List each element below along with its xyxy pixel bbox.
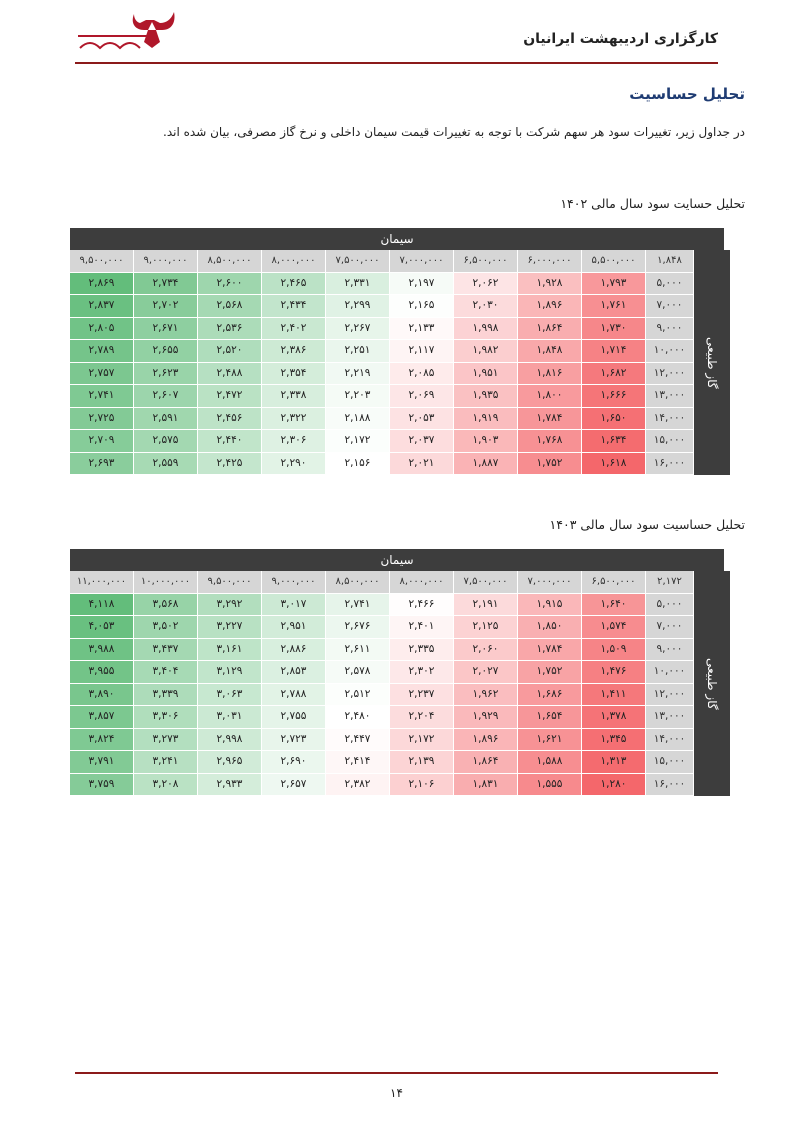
eps-cell: ۲,۶۷۱ (134, 318, 197, 340)
row-header: ۱۳,۰۰۰ (646, 385, 693, 407)
eps-cell: ۲,۴۳۴ (262, 295, 325, 317)
eps-cell: ۱,۸۶۴ (454, 751, 517, 773)
eps-cell: ۱,۹۵۱ (454, 363, 517, 385)
eps-cell: ۲,۰۲۷ (454, 661, 517, 683)
eps-cell: ۲,۱۶۵ (390, 295, 453, 317)
table-row (70, 661, 694, 684)
eps-cell: ۱,۷۵۲ (518, 453, 581, 475)
eps-cell: ۱,۷۵۲ (518, 661, 581, 683)
eps-cell: ۳,۰۱۷ (262, 594, 325, 616)
row-header: ۱۴,۰۰۰ (646, 729, 693, 751)
eps-cell: ۳,۸۲۴ (70, 729, 133, 751)
column-header: ۹,۵۰۰,۰۰۰ (70, 250, 133, 272)
column-header: ۹,۵۰۰,۰۰۰ (198, 571, 261, 593)
eps-cell: ۲,۷۴۱ (326, 594, 389, 616)
eps-cell: ۱,۶۱۸ (582, 453, 645, 475)
eps-cell: ۲,۰۵۳ (390, 408, 453, 430)
eps-cell: ۱,۹۲۹ (454, 706, 517, 728)
eps-cell: ۲,۷۰۹ (70, 430, 133, 452)
eps-cell: ۳,۸۵۷ (70, 706, 133, 728)
eps-cell: ۲,۵۲۰ (198, 340, 261, 362)
eps-cell: ۱,۶۵۰ (582, 408, 645, 430)
row-header: ۱۶,۰۰۰ (646, 453, 693, 475)
eps-cell: ۲,۳۳۸ (262, 385, 325, 407)
eps-cell: ۲,۱۹۱ (454, 594, 517, 616)
eps-cell: ۲,۴۷۲ (198, 385, 261, 407)
eps-cell: ۲,۳۲۲ (262, 408, 325, 430)
table-row (70, 318, 694, 341)
eps-cell: ۲,۰۶۹ (390, 385, 453, 407)
eps-cell: ۳,۷۹۱ (70, 751, 133, 773)
eps-cell: ۲,۶۵۷ (262, 774, 325, 796)
eps-cell: ۲,۳۳۱ (326, 273, 389, 295)
eps-cell: ۳,۲۰۸ (134, 774, 197, 796)
eps-cell: ۳,۹۵۵ (70, 661, 133, 683)
eps-cell: ۲,۷۸۹ (70, 340, 133, 362)
eps-cell: ۲,۲۰۳ (326, 385, 389, 407)
eps-cell: ۲,۶۷۶ (326, 616, 389, 638)
eps-cell: ۱,۵۵۵ (518, 774, 581, 796)
eps-cell: ۱,۴۷۶ (582, 661, 645, 683)
eps-cell: ۲,۷۲۵ (70, 408, 133, 430)
eps-cell: ۲,۱۰۶ (390, 774, 453, 796)
column-header: ۶,۰۰۰,۰۰۰ (518, 250, 581, 272)
eps-cell: ۱,۸۰۰ (518, 385, 581, 407)
row-header: ۱۰,۰۰۰ (646, 661, 693, 683)
eps-cell: ۳,۸۹۰ (70, 684, 133, 706)
column-header: ۷,۰۰۰,۰۰۰ (518, 571, 581, 593)
table-row (70, 273, 694, 296)
eps-cell: ۲,۵۳۶ (198, 318, 261, 340)
column-header: ۶,۵۰۰,۰۰۰ (454, 250, 517, 272)
eps-cell: ۳,۴۰۴ (134, 661, 197, 683)
eps-cell: ۲,۰۳۷ (390, 430, 453, 452)
eps-cell: ۳,۰۳۱ (198, 706, 261, 728)
eps-cell: ۲,۴۵۶ (198, 408, 261, 430)
column-group-header: سیمان (70, 549, 724, 571)
row-header: ۵,۰۰۰ (646, 273, 693, 295)
eps-cell: ۱,۷۳۰ (582, 318, 645, 340)
eps-cell: ۲,۷۰۲ (134, 295, 197, 317)
row-header: ۱۲,۰۰۰ (646, 363, 693, 385)
table-row (70, 363, 694, 386)
table-row (70, 616, 694, 639)
eps-cell: ۱,۶۸۶ (518, 684, 581, 706)
eps-cell: ۲,۳۵۴ (262, 363, 325, 385)
eps-cell: ۲,۱۷۲ (326, 430, 389, 452)
intro-paragraph: در جداول زیر، تغییرات سود هر سهم شرکت با توجه به تغییرات قیمت سیمان داخلی و نرخ گاز مصرفی، بیان شده اند. (163, 125, 745, 139)
eps-cell: ۲,۳۸۶ (262, 340, 325, 362)
eps-cell: ۲,۸۶۹ (70, 273, 133, 295)
eps-cell: ۲,۸۸۶ (262, 639, 325, 661)
eps-cell: ۲,۱۸۸ (326, 408, 389, 430)
eps-cell: ۲,۴۸۸ (198, 363, 261, 385)
eps-cell: ۲,۴۱۴ (326, 751, 389, 773)
eps-cell: ۱,۸۶۴ (518, 318, 581, 340)
eps-cell: ۲,۰۳۰ (454, 295, 517, 317)
eps-cell: ۲,۵۹۱ (134, 408, 197, 430)
eps-cell: ۱,۷۶۱ (582, 295, 645, 317)
eps-cell: ۲,۴۲۵ (198, 453, 261, 475)
row-header: ۵,۰۰۰ (646, 594, 693, 616)
section-title: تحلیل حساسیت (629, 85, 745, 103)
row-header: ۱۰,۰۰۰ (646, 340, 693, 362)
column-header: ۸,۵۰۰,۰۰۰ (198, 250, 261, 272)
table-grid (70, 571, 694, 796)
eps-cell: ۲,۰۲۱ (390, 453, 453, 475)
eps-cell: ۱,۸۱۶ (518, 363, 581, 385)
eps-cell: ۱,۶۵۴ (518, 706, 581, 728)
eps-cell: ۲,۹۵۱ (262, 616, 325, 638)
eps-cell: ۲,۶۲۳ (134, 363, 197, 385)
eps-cell: ۳,۲۹۲ (198, 594, 261, 616)
eps-cell: ۱,۹۰۳ (454, 430, 517, 452)
eps-cell: ۱,۵۸۸ (518, 751, 581, 773)
eps-cell: ۲,۶۹۳ (70, 453, 133, 475)
eps-cell: ۱,۷۱۴ (582, 340, 645, 362)
eps-cell: ۲,۸۳۷ (70, 295, 133, 317)
eps-cell: ۳,۳۰۶ (134, 706, 197, 728)
eps-cell: ۲,۵۷۸ (326, 661, 389, 683)
eps-cell: ۱,۶۴۰ (582, 594, 645, 616)
table-row (70, 684, 694, 707)
column-header: ۸,۵۰۰,۰۰۰ (326, 571, 389, 593)
table-header-row (70, 571, 694, 594)
eps-cell: ۲,۴۰۱ (390, 616, 453, 638)
eps-cell: ۱,۸۴۸ (518, 340, 581, 362)
eps-cell: ۳,۴۳۷ (134, 639, 197, 661)
eps-cell: ۲,۶۰۰ (198, 273, 261, 295)
eps-cell: ۲,۴۴۷ (326, 729, 389, 751)
row-header: ۱۲,۰۰۰ (646, 684, 693, 706)
eps-cell: ۱,۳۴۵ (582, 729, 645, 751)
eps-cell: ۲,۶۵۵ (134, 340, 197, 362)
eps-cell: ۱,۶۲۱ (518, 729, 581, 751)
eps-cell: ۱,۹۲۸ (518, 273, 581, 295)
column-header: ۸,۰۰۰,۰۰۰ (390, 571, 453, 593)
eps-cell: ۱,۹۳۵ (454, 385, 517, 407)
eps-cell: ۱,۹۹۸ (454, 318, 517, 340)
eps-cell: ۲,۴۴۰ (198, 430, 261, 452)
base-eps-cell: ۱,۸۴۸ (646, 250, 693, 272)
eps-cell: ۲,۷۵۷ (70, 363, 133, 385)
column-header: ۷,۵۰۰,۰۰۰ (326, 250, 389, 272)
page-number: ۱۴ (390, 1086, 403, 1100)
eps-cell: ۳,۲۴۱ (134, 751, 197, 773)
column-header: ۱۰,۰۰۰,۰۰۰ (134, 571, 197, 593)
eps-cell: ۲,۹۹۸ (198, 729, 261, 751)
row-header: ۱۳,۰۰۰ (646, 706, 693, 728)
eps-cell: ۲,۷۸۸ (262, 684, 325, 706)
row-header: ۹,۰۰۰ (646, 639, 693, 661)
table-row (70, 340, 694, 363)
eps-cell: ۳,۰۶۳ (198, 684, 261, 706)
eps-cell: ۱,۶۳۴ (582, 430, 645, 452)
eps-cell: ۱,۸۹۶ (518, 295, 581, 317)
eps-cell: ۲,۱۳۹ (390, 751, 453, 773)
eps-cell: ۲,۷۲۳ (262, 729, 325, 751)
eps-cell: ۲,۳۰۲ (390, 661, 453, 683)
eps-cell: ۴,۰۵۳ (70, 616, 133, 638)
eps-cell: ۱,۷۸۴ (518, 408, 581, 430)
eps-cell: ۲,۶۱۱ (326, 639, 389, 661)
eps-cell: ۲,۷۳۴ (134, 273, 197, 295)
column-header: ۹,۰۰۰,۰۰۰ (262, 571, 325, 593)
row-header: ۷,۰۰۰ (646, 616, 693, 638)
eps-cell: ۲,۶۰۷ (134, 385, 197, 407)
column-group-header: سیمان (70, 228, 724, 250)
eps-cell: ۱,۹۱۹ (454, 408, 517, 430)
page-header (0, 0, 793, 70)
row-header: ۷,۰۰۰ (646, 295, 693, 317)
row-group-header: گاز طبیعی (694, 571, 730, 796)
eps-cell: ۲,۰۶۲ (454, 273, 517, 295)
sensitivity-table-1402 (70, 228, 724, 475)
row-group-header: گاز طبیعی (694, 250, 730, 475)
table-row (70, 385, 694, 408)
table-row (70, 295, 694, 318)
table-row (70, 639, 694, 662)
eps-cell: ۱,۵۰۹ (582, 639, 645, 661)
eps-cell: ۱,۴۱۱ (582, 684, 645, 706)
eps-cell: ۲,۹۳۳ (198, 774, 261, 796)
eps-cell: ۳,۷۵۹ (70, 774, 133, 796)
eps-cell: ۱,۸۳۱ (454, 774, 517, 796)
eps-cell: ۲,۸۵۳ (262, 661, 325, 683)
eps-cell: ۱,۷۸۴ (518, 639, 581, 661)
eps-cell: ۲,۹۶۵ (198, 751, 261, 773)
eps-cell: ۲,۷۴۱ (70, 385, 133, 407)
eps-cell: ۳,۵۰۲ (134, 616, 197, 638)
eps-cell: ۲,۲۶۷ (326, 318, 389, 340)
eps-cell: ۲,۱۹۷ (390, 273, 453, 295)
row-header: ۱۵,۰۰۰ (646, 430, 693, 452)
table-row (70, 453, 694, 476)
eps-cell: ۳,۲۲۷ (198, 616, 261, 638)
column-header: ۹,۰۰۰,۰۰۰ (134, 250, 197, 272)
row-header: ۱۵,۰۰۰ (646, 751, 693, 773)
company-logo (74, 8, 184, 60)
eps-cell: ۲,۴۰۲ (262, 318, 325, 340)
eps-cell: ۱,۹۸۲ (454, 340, 517, 362)
eps-cell: ۱,۲۸۰ (582, 774, 645, 796)
column-header: ۵,۵۰۰,۰۰۰ (582, 250, 645, 272)
eps-cell: ۲,۳۸۲ (326, 774, 389, 796)
column-header: ۱۱,۰۰۰,۰۰۰ (70, 571, 133, 593)
table-row (70, 729, 694, 752)
eps-cell: ۱,۸۸۷ (454, 453, 517, 475)
eps-cell: ۱,۳۷۸ (582, 706, 645, 728)
eps-cell: ۲,۱۵۶ (326, 453, 389, 475)
company-name: کارگزاری اردیبهشت ایرانیان (523, 31, 718, 47)
eps-cell: ۳,۹۸۸ (70, 639, 133, 661)
eps-cell: ۲,۵۷۵ (134, 430, 197, 452)
eps-cell: ۲,۲۳۷ (390, 684, 453, 706)
eps-cell: ۲,۵۱۲ (326, 684, 389, 706)
eps-cell: ۱,۷۹۳ (582, 273, 645, 295)
eps-cell: ۲,۲۰۴ (390, 706, 453, 728)
eps-cell: ۳,۱۲۹ (198, 661, 261, 683)
eps-cell: ۲,۵۶۸ (198, 295, 261, 317)
eps-cell: ۲,۴۶۶ (390, 594, 453, 616)
eps-cell: ۲,۱۷۲ (390, 729, 453, 751)
eps-cell: ۲,۲۵۱ (326, 340, 389, 362)
eps-cell: ۲,۴۸۰ (326, 706, 389, 728)
row-header: ۱۶,۰۰۰ (646, 774, 693, 796)
eps-cell: ۲,۶۹۰ (262, 751, 325, 773)
eps-cell: ۴,۱۱۸ (70, 594, 133, 616)
eps-cell: ۲,۴۶۵ (262, 273, 325, 295)
eps-cell: ۳,۲۷۳ (134, 729, 197, 751)
table-row (70, 594, 694, 617)
eps-cell: ۱,۹۶۲ (454, 684, 517, 706)
eps-cell: ۲,۲۱۹ (326, 363, 389, 385)
table-grid (70, 250, 694, 475)
column-header: ۸,۰۰۰,۰۰۰ (262, 250, 325, 272)
header-rule (75, 62, 718, 64)
footer-rule (75, 1072, 718, 1074)
table-row (70, 774, 694, 797)
eps-cell: ۲,۳۳۵ (390, 639, 453, 661)
base-eps-cell: ۲,۱۷۲ (646, 571, 693, 593)
row-header: ۹,۰۰۰ (646, 318, 693, 340)
eps-cell: ۲,۱۲۵ (454, 616, 517, 638)
eps-cell: ۲,۰۸۵ (390, 363, 453, 385)
eps-cell: ۱,۶۶۶ (582, 385, 645, 407)
table-row (70, 706, 694, 729)
eps-cell: ۳,۳۳۹ (134, 684, 197, 706)
column-header: ۶,۵۰۰,۰۰۰ (582, 571, 645, 593)
eps-cell: ۱,۸۵۰ (518, 616, 581, 638)
eps-cell: ۱,۵۷۴ (582, 616, 645, 638)
eps-cell: ۲,۲۹۰ (262, 453, 325, 475)
eps-cell: ۱,۸۹۶ (454, 729, 517, 751)
eps-cell: ۱,۷۶۸ (518, 430, 581, 452)
eps-cell: ۲,۳۰۶ (262, 430, 325, 452)
eps-cell: ۱,۹۱۵ (518, 594, 581, 616)
eps-cell: ۱,۳۱۳ (582, 751, 645, 773)
eps-cell: ۲,۸۰۵ (70, 318, 133, 340)
eps-cell: ۱,۶۸۲ (582, 363, 645, 385)
eps-cell: ۳,۵۶۸ (134, 594, 197, 616)
eps-cell: ۳,۱۶۱ (198, 639, 261, 661)
eps-cell: ۲,۲۹۹ (326, 295, 389, 317)
eps-cell: ۲,۱۳۳ (390, 318, 453, 340)
table-row (70, 751, 694, 774)
row-header: ۱۴,۰۰۰ (646, 408, 693, 430)
eps-cell: ۲,۰۶۰ (454, 639, 517, 661)
eps-cell: ۲,۱۱۷ (390, 340, 453, 362)
column-header: ۷,۰۰۰,۰۰۰ (390, 250, 453, 272)
column-header: ۷,۵۰۰,۰۰۰ (454, 571, 517, 593)
table-title-1402: تحلیل حسایت سود سال مالی ۱۴۰۲ (560, 196, 745, 211)
table-row (70, 408, 694, 431)
table-title-1403: تحلیل حساسیت سود سال مالی ۱۴۰۳ (549, 517, 745, 532)
table-row (70, 430, 694, 453)
table-header-row (70, 250, 694, 273)
eps-cell: ۲,۷۵۵ (262, 706, 325, 728)
sensitivity-table-1403 (70, 549, 724, 796)
eps-cell: ۲,۵۵۹ (134, 453, 197, 475)
